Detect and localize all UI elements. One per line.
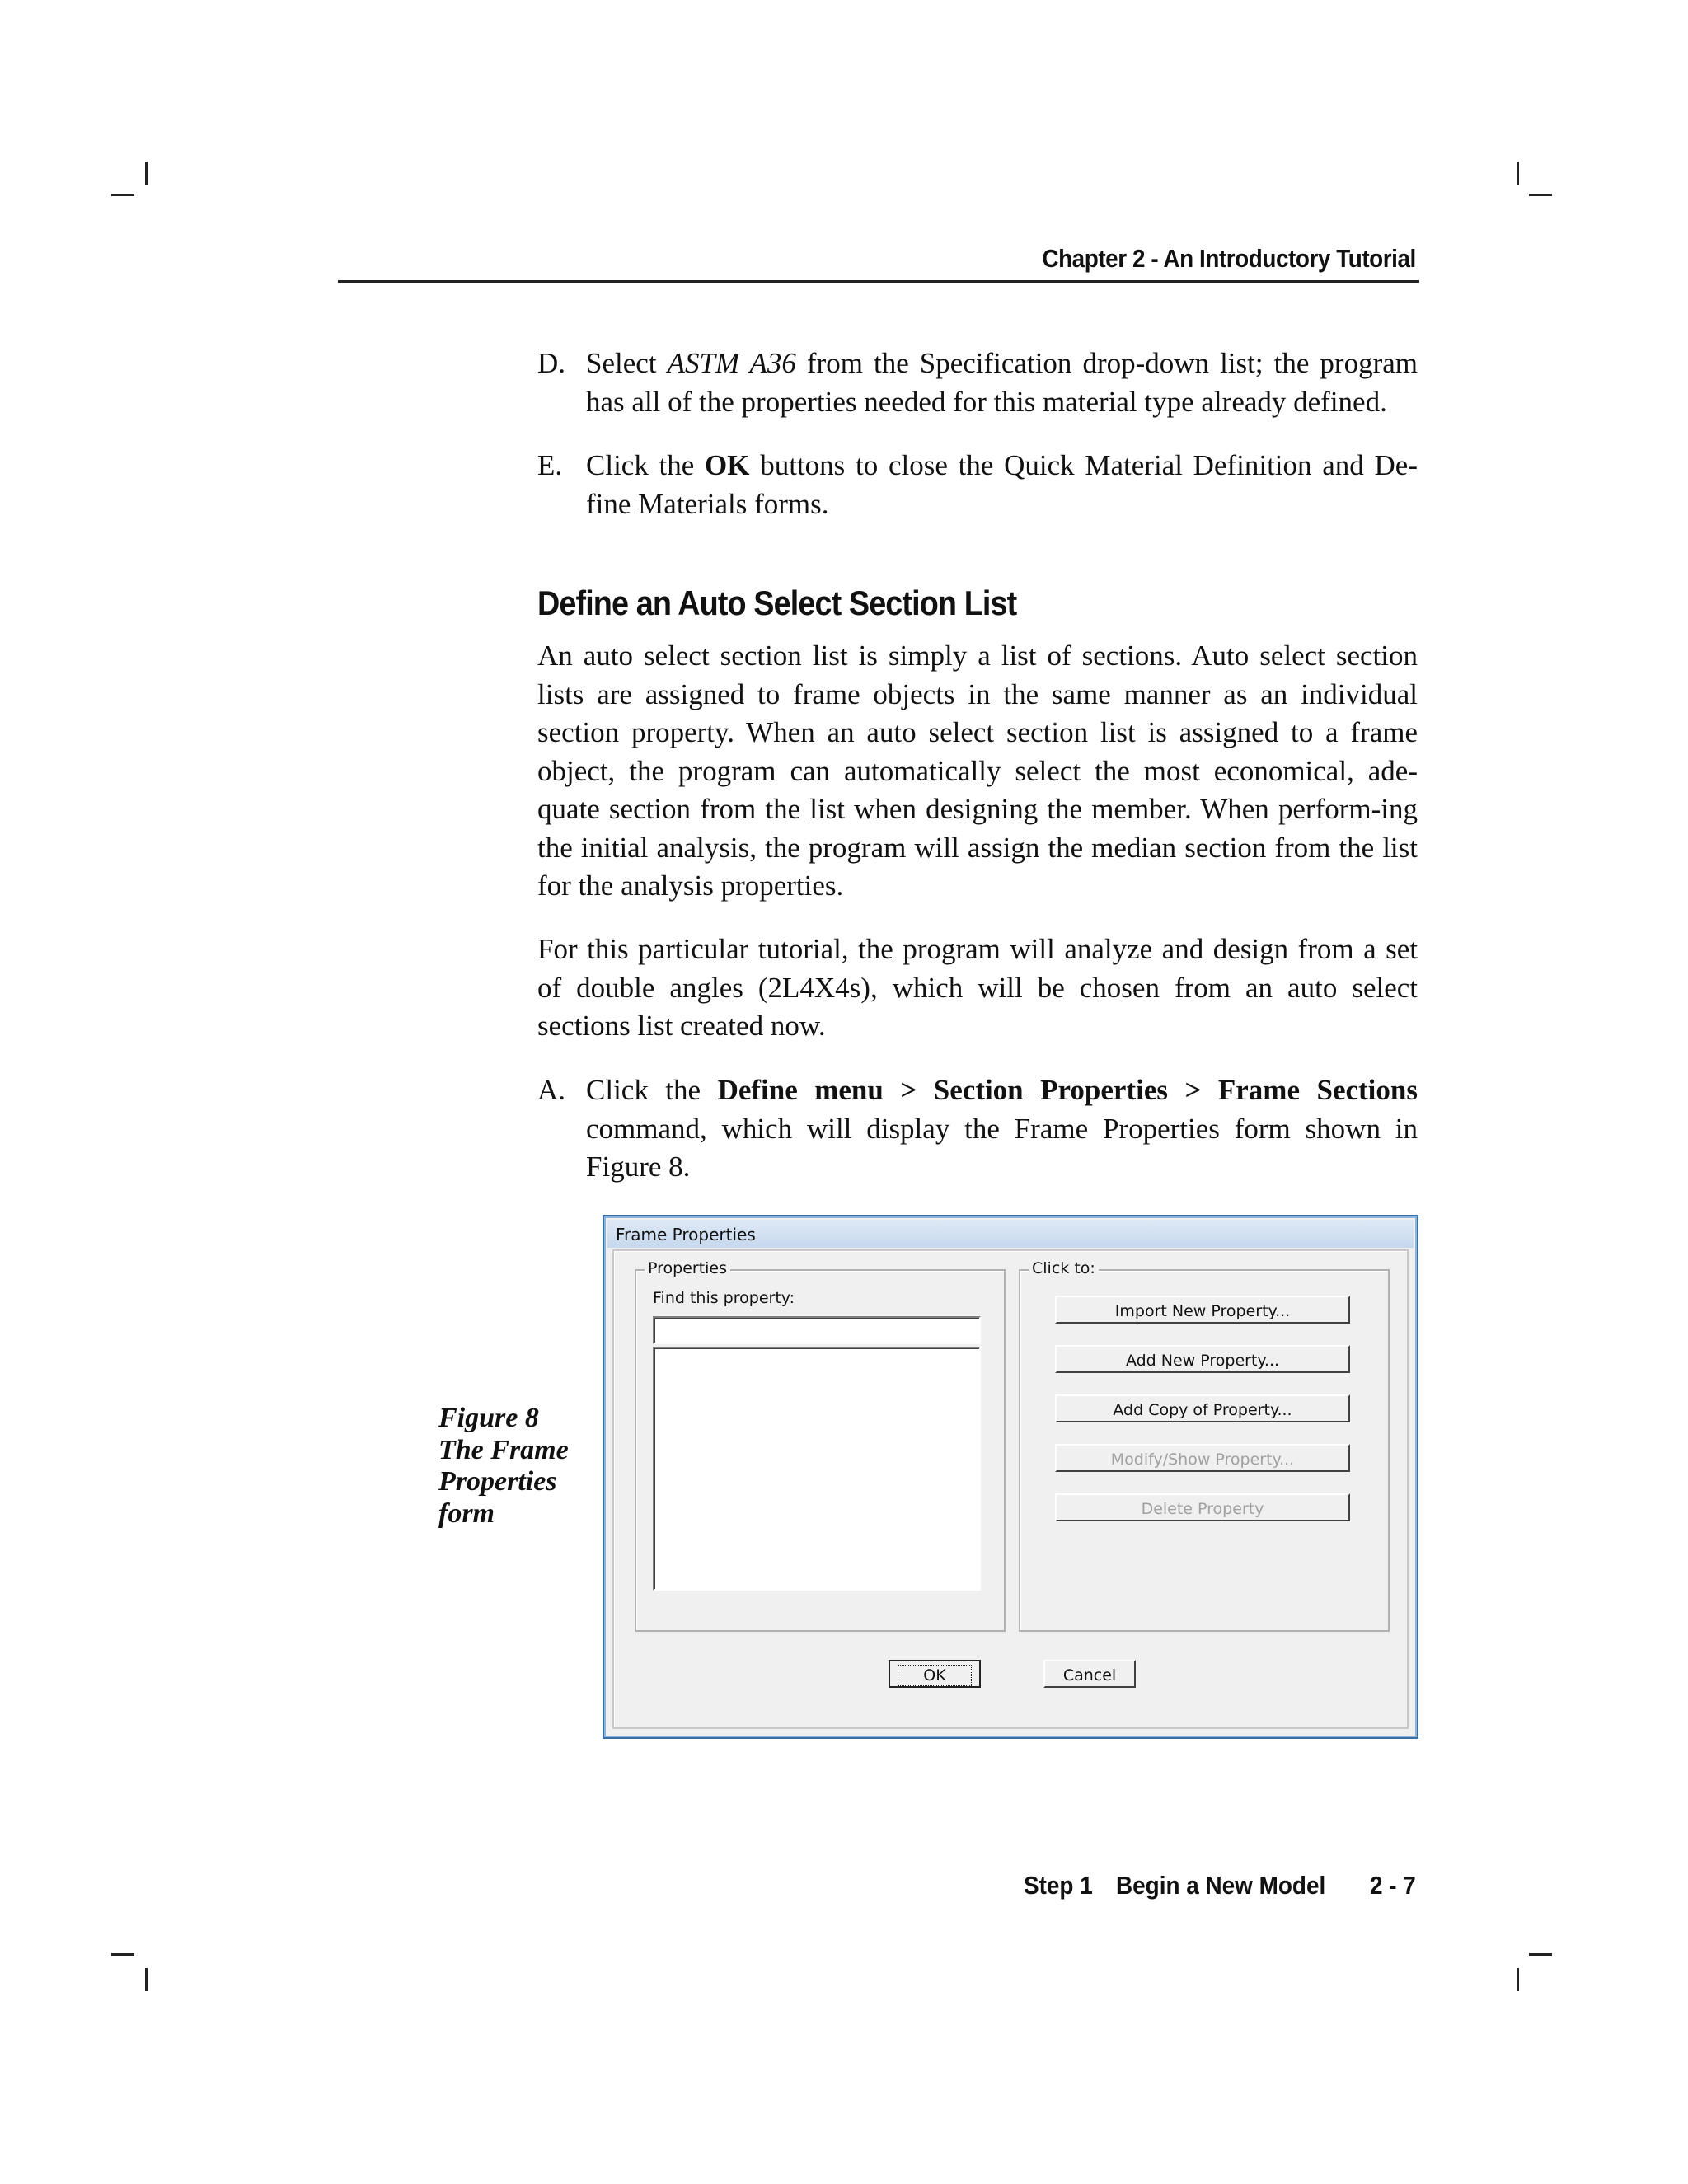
find-label: Find this property: bbox=[653, 1289, 795, 1307]
crop-mark bbox=[1529, 194, 1552, 196]
step-a bbox=[537, 1071, 1418, 1187]
step-text: Click the Define menu > Section Properties > Frame Sections command, which will display the Frame Properties form shown in Figure 8. bbox=[586, 1074, 1418, 1183]
delete-property-button[interactable]: Delete Property bbox=[1055, 1493, 1350, 1521]
cancel-button[interactable]: Cancel bbox=[1043, 1660, 1136, 1688]
step-e bbox=[537, 447, 1418, 523]
property-list[interactable] bbox=[653, 1347, 981, 1591]
page-number: 2 - 7 bbox=[1370, 1871, 1416, 1900]
step-text: Click the OK buttons to close the Quick Material Definition and De-fine Materials forms. bbox=[586, 449, 1418, 520]
crop-mark bbox=[145, 162, 148, 185]
crop-mark bbox=[1517, 162, 1519, 185]
figure-caption: Figure 8 The Frame Properties form bbox=[438, 1403, 569, 1529]
step-text: Select ASTM A36 from the Specification drop-down list; the program has all of the properties needed for this material type already defined. bbox=[586, 347, 1418, 418]
group-legend: Properties bbox=[645, 1259, 730, 1277]
import-new-property-button[interactable]: Import New Property... bbox=[1055, 1296, 1350, 1324]
crop-mark bbox=[1529, 1953, 1552, 1956]
footer-section: Begin a New Model bbox=[1116, 1871, 1326, 1900]
step-d bbox=[537, 344, 1418, 421]
step-label: D. bbox=[537, 347, 566, 379]
crop-mark bbox=[111, 1953, 134, 1956]
paragraph: For this particular tutorial, the program will analyze and design from a set of double angles (2L4X4s), which will be chosen from an auto select sections list created now. bbox=[537, 933, 1418, 1042]
step-label: E. bbox=[537, 449, 563, 481]
dialog-titlebar[interactable] bbox=[607, 1220, 1414, 1248]
ok-button[interactable]: OK bbox=[889, 1660, 981, 1688]
find-property-input[interactable] bbox=[653, 1316, 981, 1344]
click-to-group bbox=[1019, 1259, 1390, 1632]
add-new-property-button[interactable]: Add New Property... bbox=[1055, 1345, 1350, 1373]
crop-mark bbox=[1517, 1968, 1519, 1991]
modify-show-property-button[interactable]: Modify/Show Property... bbox=[1055, 1444, 1350, 1472]
crop-mark bbox=[145, 1968, 148, 1991]
section-heading: Define an Auto Select Section List bbox=[537, 583, 1017, 622]
dialog-body bbox=[612, 1249, 1409, 1729]
step-label: A. bbox=[537, 1074, 566, 1106]
chapter-title: Chapter 2 - An Introductory Tutorial bbox=[1042, 244, 1416, 273]
dialog-title: Frame Properties bbox=[616, 1225, 756, 1244]
frame-properties-dialog bbox=[603, 1215, 1418, 1739]
properties-group bbox=[635, 1259, 1006, 1632]
paragraph: An auto select section list is simply a list of sections. Auto select section lists are assigned to frame objects in the same manner as an individual section property. When an auto select section list is assigned to a frame object, the program can automatically select the most economical, ade-quate section from the list when designing the member. When perform-ing the initial analysis, the program will assign the median section from the list for the analysis properties. bbox=[537, 640, 1418, 902]
running-header bbox=[338, 244, 1419, 283]
group-legend: Click to: bbox=[1029, 1259, 1099, 1277]
add-copy-of-property-button[interactable]: Add Copy of Property... bbox=[1055, 1394, 1350, 1422]
crop-mark bbox=[111, 194, 134, 196]
footer-step: Step 1 bbox=[1024, 1871, 1093, 1900]
